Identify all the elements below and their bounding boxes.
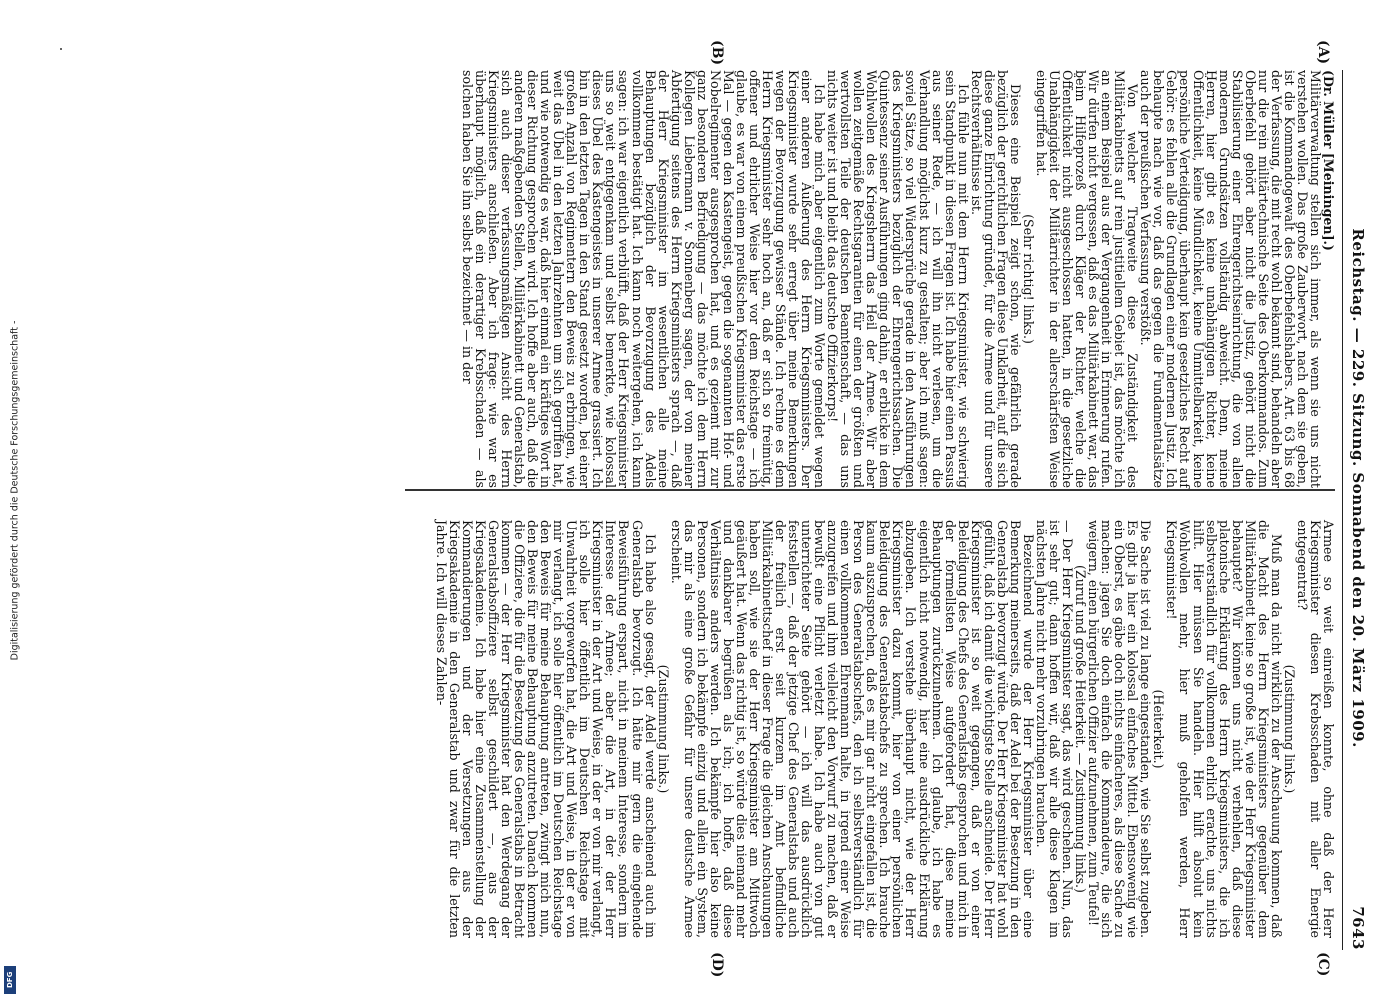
right-column [435,520,1335,938]
speaker-label: (Dr. Müller [Meiningen].) [1321,70,1336,251]
credit-text: Digitalisierung gefördert durch die Deutsche Forschungsgemeinschaft - [9,320,21,661]
paragraph: Muß man da nicht wirklich zu der Anschauung kommen, daß die Macht des Herrn Kriegsministers gegenüber dem Militärkabinett keine so große ist, wie der Herr Kriegsminister behauptet? Wir können uns nicht verhehlen, daß diese platonische Erklärung des Herrn Kriegsministers, die ich selbstverständlich für vollkommen ehrlich erachte, uns nichts hilft. Hier müssen Sie handeln. Hier hilft absolut kein Wohlwollen mehr, hier muß geholfen werden, Herr Kriegsminister! [1164,520,1284,938]
digitization-credit [0,0,30,1000]
dfg-logo: DFG [4,966,16,994]
interjection: (Zustimmung links.) [655,664,671,794]
column-divider [405,489,1335,491]
paragraph: — Der Herr Kriegsminister sagt, das wird geschehen. Nun, das ist sehr gut; dann hoffen wir, daß wir alle diese Klagen im nächsten Jahre nicht mehr vorzubringen brauchen. [1033,520,1076,938]
margin-marker-c: (C) [1315,952,1331,977]
margin-marker-d: (D) [709,952,725,978]
paragraph: Die Sache ist viel zu lange eingestanden, wie Sie selbst zugeben. Es gibt ja hier ein kolossal einfaches Mittel. Ebensowenig wie ein Oberst, es gäbe doch nichts einfacheres, als diese Sache zu machen: jagen Sie doch einfach die Kommandeure, die sich weigern, einen bürgerlichen Offizier aufzunehmen, zum Teufel! [1086,520,1154,938]
interjection: (Sehr richtig! links.) [1020,214,1036,344]
paragraph: Ich habe mich aber eigentlich zum Worte gemeldet wegen einer anderen Äußerung des Herrn Kriegsministers. Der Kriegsminister wurde sehr erregt über meine Bemerkungen wegen der Bevorzugung gewisser Stände. Ich rechne es dem Herrn Kriegsminister sehr hoch an, daß er sich so freimütig, offener und ehrlicher Weise hier vor dem Reichstage — ich glaube, es war von einem preußischen Kriegsminister das erste Mal — gegen den Kastengeist, gegen die sogenannten Hof- und Nobelregimenter ausgesprochen hat, und es geziemt mir zur ganz besonderen Befriedigung — das möchte ich dem Herrn Kollegen Liebermann v. Sonnenberg sagen, der von meiner Abfertigung seitens des Herrn Kriegsministers sprach —, daß der Herr Kriegsminister im wesentlichen alle meine Behauptungen bezüglich der Bevorzugung des Adels vollkommen bestätigt hat. Ich kann noch weitergehen, ich kann sagen: ich war eigentlich verblüfft, daß der Herr Kriegsminister uns so weit entgegenkam und selbst bemerkte, wie kolossal dieses Übel des Kastengeistes in unserer Armee grassiert. Ich bin in den letzten Tagen in den Stand gesetzt worden, bei einer großen Anzahl von Regimentern den Beweis zu erbringen, wie weit das Übel in den letzten Jahrzehnten um sich gegriffen hat, und wie notwendig es war, daß hier einmal ein kräftiges Wort in dieser Richtung gesprochen wird. Ich hoffe aber auch, daß die anderen maßgebenden Stellen, Militärkabinett und Generalstab, sich auch dieser verfassungsmäßigen Ansicht des Herrn Kriegsministers anschließen. Aber ich frage: wie war es überhaupt möglich, daß ein derartiger Krebsschaden — als solchen haben Sie ihn selbst bezeichnet — in der [459,70,828,488]
interjection: (Zustimmung links.) [1281,664,1297,794]
page-number: 7643 [1349,906,1367,950]
scan-speck [60,48,62,50]
paragraph: Militärverwaltung stellen sich immer, als wenn sie uns nicht verstehen wollen. Das große Zauberwort, nach dem sie geben, ist die Kommandogewalt des Oberbefehlshabers. Art. 63 bis 68 der Verfassung, die mit recht wohl bekannt sind, behandeln aber nur die rein militärtechnische Seite des Oberkommandos. Zum Oberbefehl gehört aber nicht die Justiz, gehört nicht die Stabilisierung einer Ehrengerichtseinrichtung, die von allen modernen Grundsätzen vollständig abweicht. Denn, meine Herren, hier gibt es keine unabhängigen Richter, keine Öffentlichkeit, keine Mündlichkeit, keine Unmittelbarkeit, keine persönliche Verteidigung, überhaupt kein gesetzliches Recht auf Gehör: es fehlen alle die Grundlagen einer modernen Justiz. Ich behaupte nach wie vor, daß das gegen die Fundamentalsätze auch der preußischen Verfassung verstößt. [1138,70,1323,488]
paragraph: Ich fühle nun mit dem Herrn Kriegsminister, wie schwierig sein Standpunkt in diesen Fragen ist. Ich habe hier einen Passus aus seiner Rede, — ich will ihn nicht verlesen, um die Verhandlung möglichst kurz zu gestalten; aber ich muß sagen: soviel Sätze, so viel Widersprüche gerade in den Ausführungen des Kriegsministers bezüglich der Ehrengerichtssachen. Die Quintessenz seiner Ausführungen ging dahin, er erblicke in dem Wohlwollen des Kriegsherrn das Heil der Armee. Wir aber wollen zeitgemäße Rechtsgarantien für einen der größten und wertvollsten Teile der deutschen Beamtenschaft, — das uns nichts weiter ist und bleibt das deutsche Offizierkorps! [825,70,971,488]
paragraph: Armee so weit einreißen konnte, ohne daß der Herr Kriegsminister diesen Krebsschaden mit aller Energie entgegentrat? [1294,520,1336,938]
header-title: Reichstag. — 229. Sitzung. Sonnabend den 20. März 1909. [1349,228,1367,748]
margin-marker-b: (B) [709,40,725,66]
paragraph: Bezeichnend wurde der Herr Kriegsminister über eine Bemerkung meinerseits, daß der Adel bei der Besetzung in den Generalstab bevorzugt würde. Der Herr Kriegsminister hat wohl gefühlt, daß ich damit die wichtigste Stelle anschneide. Der Herr Kriegsminister ist so weit gegangen, daß er von einer Beleidigung des Chefs des Generalstabs gesprochen und mich in der formellsten Weise aufgefordert hat, diese meine Behauptungen zurückzunehmen. Ich glaube, ich habe es eigentlich nicht notwendig, hier eine ausdrückliche Erklärung abzugeben. Ich verstehe überhaupt nicht, wie der Herr Kriegsminister dazu kommt, hier von einer persönlichen Beleidigung des Generalstabschefs zu sprechen. Ich brauche kaum auszusprechen, daß es mir gar nicht eingefallen ist, die Person des Generalstabschefs, den ich selbstverständlich für einen vollkommenen Ehrenmann halte, in irgend einer Weise anzugreifen und ihm vielleicht den Vorwurf zu machen, daß er bewußt eine Pflicht verletzt habe. Ich habe auch von gut unterrichteter Seite gehört — ich will das ausdrücklich feststellen —, daß der jetzige Chef des Generalstabs und auch der freilich erst seit kurzem im Amt befindliche Militärkabinettschef in dieser Frage die gleichen Anschauungen haben soll, wie sie der Herr Kriegsminister am Mittwoch geäußert hat. Wenn das richtig ist, so würde dies niemand mehr und dankbarer begrüßen als ich; ich hoffe, daß diese Verhältnisse anders werden. Ich bekämpfe hier also keine Personen, sondern ich bekämpfe einzig und allein ein System, das mir als eine große Gefahr für unsere deutsche Armee erscheint. [668,520,1036,938]
paragraph: Von welcher Tragweite diese Zuständigkeit des Militärkabinetts auf rein justitiellem Gebiet ist, das möchte ich an einem Beispiel aus der Vergangenheit in Erinnerung rufen. Wir dürfen nicht vergessen, daß es das Militärkabinett war, das beim Hilfeprozeß durch Kläger der Richter, welche die Öffentlichkeit nicht ausgeschlossen hatten, in die gesetzliche Unabhängigkeit der Militärrichter in der allerschärfsten Weise eingegriffen hat. [1033,70,1141,488]
interjection: (Zuruf und große Heiterkeit. — Zustimmung links.) [1073,565,1089,893]
left-column [461,70,1335,488]
paragraph: Ich habe also gesagt, der Adel werde anscheinend auch im Generalstab bevorzugt. Ich hätte mir gern die eingehende Beweisführung erspart, nicht in meinem Interesse, sondern im Interesse der Armee; aber die Art, in der der Herr Kriegsminister in der Art und Weise, in der er von mir verlangt, ich solle hier öffentlich im Deutschen Reichstage mit Unwahrheit vorgeworfen hat, die Art und Weise, in der er von mir verlangt, ich solle hier öffentlich im Deutschen Reichstage den Beweis für meine Behauptung antreten, zwingt mich nun, den Beweis für meine Behauptung anzutreten. Danach kommen die Offiziere, die für die Besetzung des Generalstabs in Betracht kommen — der Herr Kriegsminister hat den Werdegang der Generalstabsoffiziere selbst geschildert —, aus der Kriegsakademie. Ich habe hier eine Zusammenstellung der Kommandierungen und der Versetzungen aus der Kriegsakademie in den Generalstab und zwar für die letzten Jahre. Ich will dieses Zahlen- [433,520,658,938]
interjection: (Heiterkeit.) [1151,689,1167,769]
paragraph: Dieses eine Beispiel zeigt schon, wie gefährlich gerade bezüglich der gerichtlichen Fragen diese Unklarheit, auf die sich diese ganze Einrichtung gründet, für die Armee und für unsere Rechtsverhältnisse ist. [968,70,1023,488]
margin-marker-a: (A) [1315,40,1331,65]
page-header [1342,70,1373,950]
